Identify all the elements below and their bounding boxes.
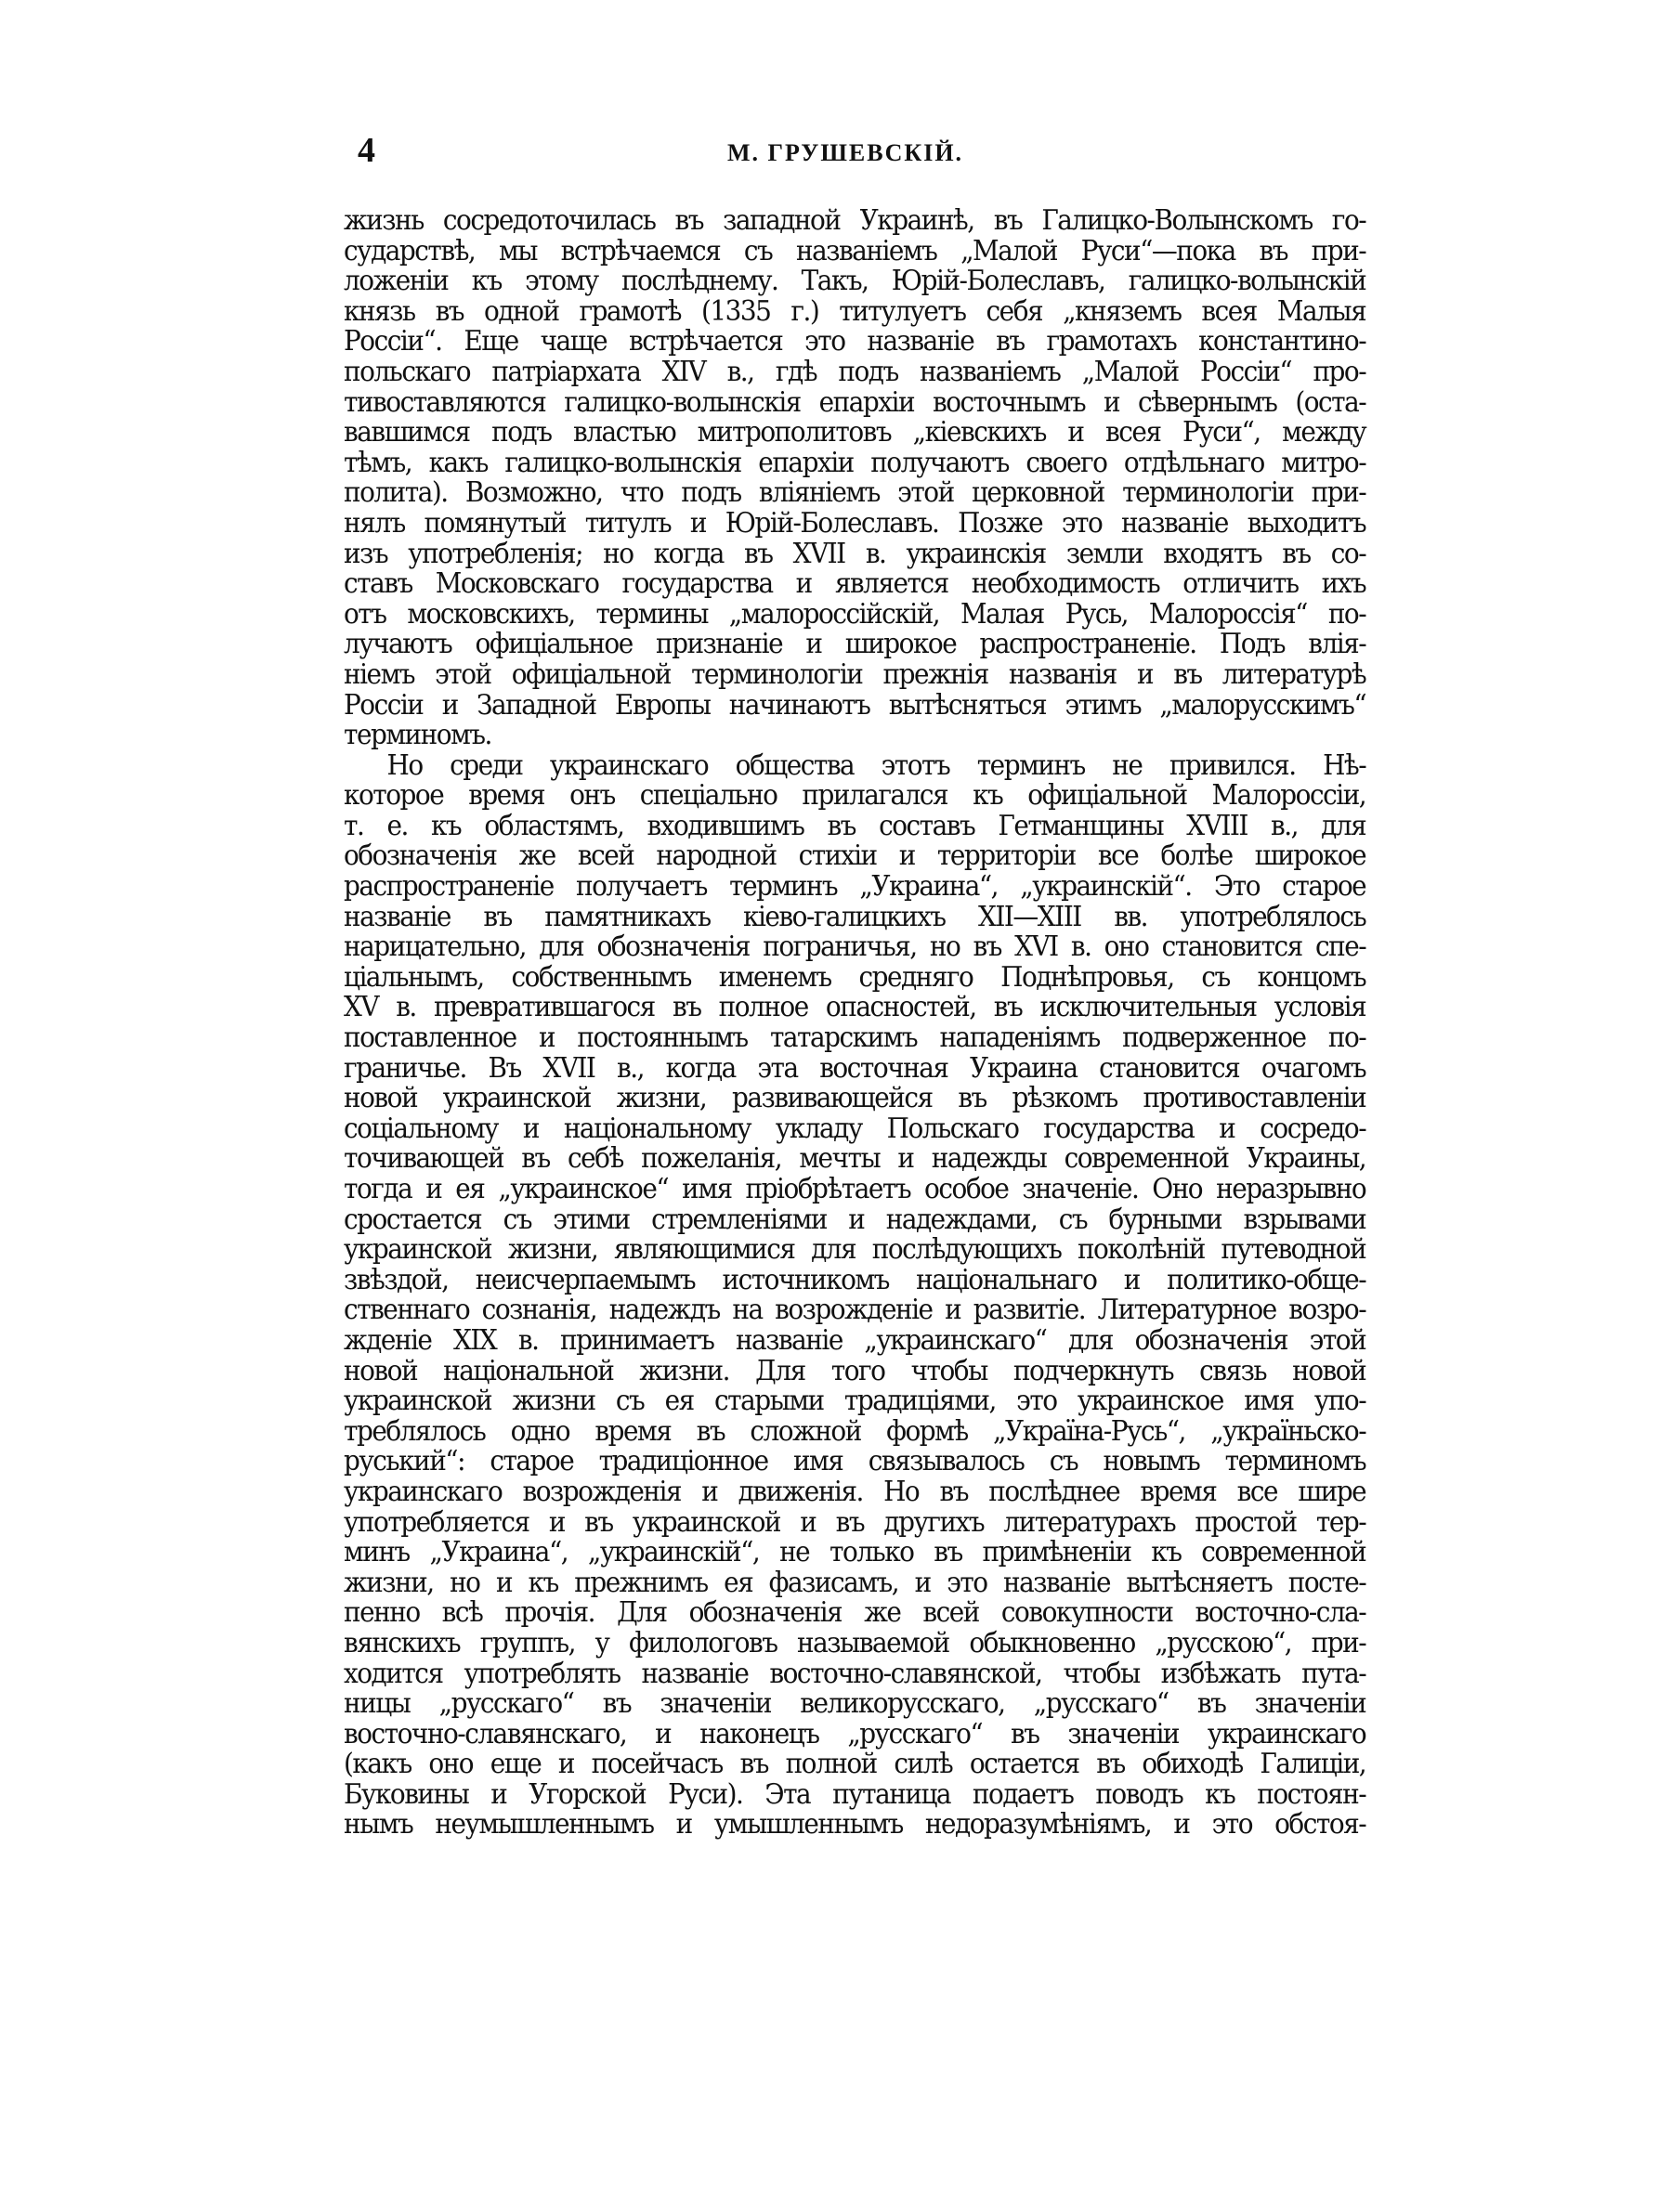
text-line: тивоставляются галицко-волынскія епархіи восточнымъ и сѣвернымъ (оста- <box>344 385 1366 419</box>
text-line: тогда и ея „украинское“ имя пріобрѣтаетъ особое значеніе. Оно неразрывно <box>344 1173 1366 1205</box>
text-line: жденіе XIX в. принимаетъ названіе „украинскаго“ для обозначенія этой <box>344 1323 1366 1357</box>
text-line: вянскихъ группъ, у филологовъ называемой обыкновенно „русскою“, при- <box>344 1626 1366 1659</box>
text-line: сростается съ этими стремленіями и надеждами, съ бурными взрывами <box>344 1203 1366 1236</box>
text-line: изъ употребленія; но когда въ XVII в. украинскія земли входятъ въ со- <box>344 537 1366 570</box>
text-line: терминомъ. <box>344 719 491 752</box>
text-line: князь въ одной грамотѣ (1335 г.) титулуетъ себя „княземъ всея Малыя <box>344 294 1366 328</box>
text-line: ходится употреблять названіе восточно-славянской, чтобы избѣжать пута- <box>344 1657 1366 1690</box>
text-line: отъ московскихъ, термины „малороссійскій, Малая Русь, Малороссія“ по- <box>344 597 1366 631</box>
text-line: тѣмъ, какъ галицко-волынскія епархіи получаютъ своего отдѣльнаго митро- <box>344 446 1366 479</box>
text-line: Но среди украинскаго общества этотъ терминъ не привился. Нѣ- <box>386 748 1366 782</box>
text-line: новой національной жизни. Для того чтобы подчеркнуть связь новой <box>344 1354 1366 1387</box>
text-line: Россіи“. Еще чаще встрѣчается это названіе въ грамотахъ константино- <box>344 325 1366 358</box>
text-line: (какъ оно еще и посейчасъ въ полной силѣ остается въ обиходѣ Галиціи, <box>344 1748 1366 1781</box>
text-line: обозначенія же всей народной стихіи и территоріи все болѣе широкое <box>344 839 1366 873</box>
text-line: XV в. превратившагося въ полное опасностей, въ исключительныя условія <box>344 991 1366 1024</box>
text-line: нялъ помянутый титулъ и Юрій-Болеславъ. Позже это названіе выходитъ <box>344 506 1366 540</box>
text-line: польскаго патріархата XIV в., гдѣ подъ названіемъ „Малой Россіи“ про- <box>344 355 1366 388</box>
text-line: полита). Возможно, что подъ вліяніемъ этой церковной терминологіи при- <box>344 476 1366 510</box>
text-line: нарицательно, для обозначенія пограничья, но въ XVI в. оно становится спе- <box>344 930 1366 964</box>
text-line: Россіи и Западной Европы начинаютъ вытѣсняться этимъ „малорусскимъ“ <box>344 688 1366 722</box>
text-line: украинскаго возрожденія и движенія. Но въ послѣднее время все шире <box>344 1475 1366 1508</box>
text-line: ложеніи къ этому послѣднему. Такъ, Юрій-Болеславъ, галицко-волынскій <box>344 265 1366 298</box>
text-line: треблялось одно время въ сложной формѣ „Украïна-Русь“, „украïньско- <box>344 1414 1366 1448</box>
text-line: жизнь сосредоточилась въ западной Украинѣ, въ Галицко-Волынскомъ го- <box>344 204 1366 237</box>
text-line: новой украинской жизни, развивающейся въ рѣзкомъ противоставленіи <box>344 1082 1366 1115</box>
text-line: ственнаго сознанія, надеждъ на возрожденіе и развитіе. Литературное возро- <box>344 1294 1366 1327</box>
text-line: жизни, но и къ прежнимъ ея фазисамъ, и это названіе вытѣсняетъ посте- <box>344 1566 1366 1599</box>
text-line: ніемъ этой офиціальной терминологіи прежнія названія и въ литературѣ <box>344 657 1366 691</box>
text-line: минъ „Украина“, „украинскій“, не только въ примѣненіи къ современной <box>344 1536 1366 1569</box>
running-head: М. ГРУШЕВСКІЙ. <box>726 139 964 166</box>
text-line: звѣздой, неисчерпаемымъ источникомъ національнаго и политико-обще- <box>344 1263 1366 1296</box>
text-line: ставъ Московскаго государства и является необходимость отличить ихъ <box>344 567 1366 601</box>
body-text <box>344 206 1365 1841</box>
text-line: украинской жизни, являющимися для послѣдующихъ поколѣній путеводной <box>344 1233 1366 1267</box>
text-line: которое время онъ спеціально прилагался къ офиціальной Малороссіи, <box>344 779 1366 813</box>
text-line: распространеніе получаетъ терминъ „Украина“, „украинскій“. Это старое <box>344 870 1366 904</box>
text-line: нымъ неумышленнымъ и умышленнымъ недоразумѣніямъ, и это обстоя- <box>344 1808 1366 1841</box>
text-line: названіе въ памятникахъ кіево-галицкихъ XII—XIII вв. употреблялось <box>344 900 1366 933</box>
text-line: пенно всѣ прочія. Для обозначенія же всей совокупности восточно-сла- <box>344 1596 1366 1630</box>
text-line: Буковины и Угорской Руси). Эта путаница подаетъ поводъ къ постоян- <box>344 1777 1366 1811</box>
text-line: ціальнымъ, собственнымъ именемъ средняго Поднѣпровья, съ концомъ <box>344 960 1366 994</box>
text-line: точивающей въ себѣ пожеланія, мечты и надежды современной Украины, <box>344 1142 1366 1176</box>
text-line: восточно-славянскаго, и наконецъ „русскаго“ въ значеніи украинскаго <box>344 1717 1366 1750</box>
text-line: соціальному и національному укладу Польскаго государства и сосредо- <box>344 1112 1366 1145</box>
text-line: сударствѣ, мы встрѣчаемся съ названіемъ „Малой Руси“—пока въ при- <box>344 234 1366 267</box>
page-number: 4 <box>358 131 375 170</box>
text-line: руський“: старое традиціонное имя связывалось съ новымъ терминомъ <box>344 1445 1366 1478</box>
text-line: украинской жизни съ ея старыми традиціями, это украинское имя упо- <box>344 1385 1366 1418</box>
text-line: лучаютъ офиціальное признаніе и широкое распространеніе. Подъ влія- <box>344 628 1366 661</box>
page-header <box>330 130 1361 186</box>
text-line: т. е. къ областямъ, входившимъ въ составъ Гетманщины XVIII в., для <box>344 809 1366 842</box>
text-line: ницы „русскаго“ въ значеніи великорусскаго, „русскаго“ въ значеніи <box>344 1687 1366 1721</box>
text-line: вавшимся подъ властью митрополитовъ „кіевскихъ и всея Руси“, между <box>344 416 1366 449</box>
text-line: употребляется и въ украинской и въ другихъ литературахъ простой тер- <box>344 1505 1366 1539</box>
text-line: поставленное и постояннымъ татарскимъ нападеніямъ подверженное по- <box>344 1021 1366 1055</box>
text-line: граничье. Въ XVII в., когда эта восточная Украина становится очагомъ <box>344 1051 1366 1085</box>
